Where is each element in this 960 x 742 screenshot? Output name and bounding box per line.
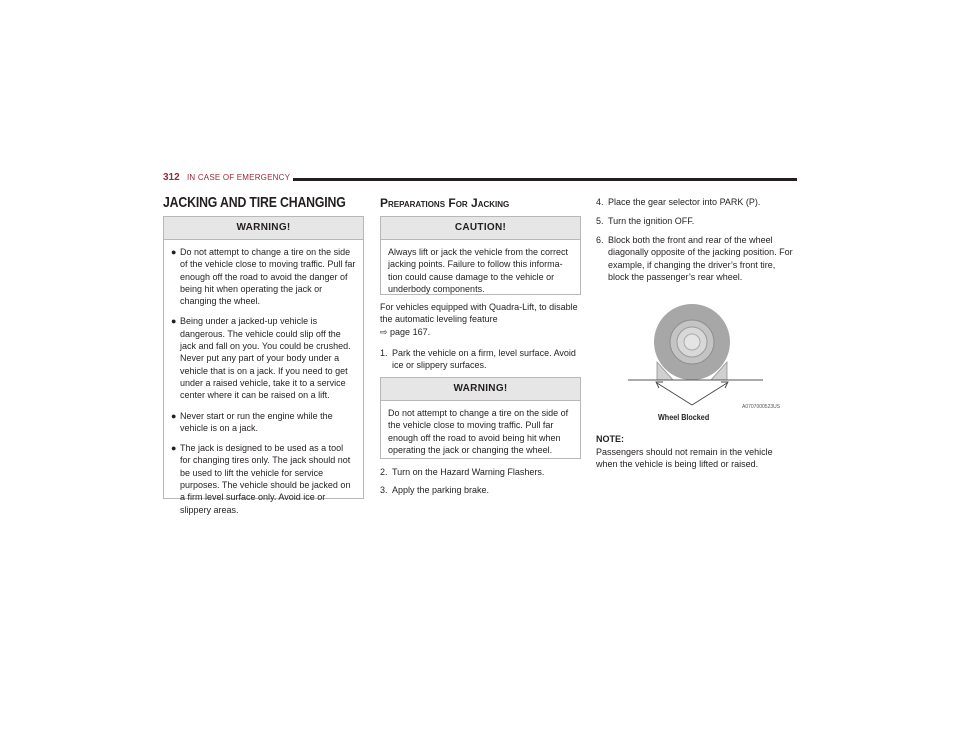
step-number: 5. xyxy=(596,216,604,226)
warning-box-left xyxy=(163,216,364,515)
step-1 xyxy=(380,347,580,372)
page-number: 312 xyxy=(163,172,180,183)
step-2 xyxy=(380,466,580,478)
step-number: 2. xyxy=(380,467,388,477)
section-heading: Preparations For Jacking xyxy=(380,196,510,210)
bullet-icon: ● xyxy=(171,410,177,421)
warning-box-middle xyxy=(380,377,581,459)
bullet-text: Being under a jacked-up vehicle is dangerous. The vehicle could slip off the jack and fall on you. You could be crushed. Never put any part of your body under a vehicle that is on a jack. If you need to get under a raised vehicle, take it to a service center where it can be raised on a lift. xyxy=(180,316,351,401)
warning-bullet xyxy=(171,410,356,435)
arrow-left-icon xyxy=(657,383,692,405)
bullet-text: The jack is designed to be used as a tool for changing tires only. The jack should not be used to lift the vehicle for service purposes. The vehicle should be jacked on a firm level surface only. Avoid ice or slippery areas. xyxy=(180,443,351,515)
header-rule xyxy=(293,178,797,181)
step-text: Turn on the Hazard Warning Flashers. xyxy=(392,467,545,477)
warning-body: Do not attempt to change a tire on the side of the vehicle close to moving traffic. Pull far enough off the road to avoid being hit when operating the jack or changing the wheel. xyxy=(388,408,569,455)
step-number: 6. xyxy=(596,235,604,245)
warning-bullet xyxy=(171,315,356,401)
warning-heading: WARNING! xyxy=(164,217,363,240)
step-4 xyxy=(596,196,796,208)
caution-body: Always lift or jack the vehicle from the correct jacking points. Failure to follow this informa-tion could cause damage to the vehicle or underbody components. xyxy=(388,247,569,294)
note-text: Passengers should not remain in the vehicle when the vehicle is being lifted or raised. xyxy=(596,447,773,470)
step-number: 3. xyxy=(380,485,388,495)
warning-heading: WARNING! xyxy=(381,378,580,401)
bullet-text: Never start or run the engine while the vehicle is on a jack. xyxy=(180,410,333,433)
note-label: NOTE: xyxy=(596,434,624,444)
page-header xyxy=(163,172,797,186)
bullet-icon: ● xyxy=(171,316,177,327)
caution-box xyxy=(380,216,581,295)
warning-bullet xyxy=(171,246,356,307)
step-text: Turn the ignition OFF. xyxy=(608,216,695,226)
arrow-right-icon xyxy=(692,383,727,405)
bullet-icon: ● xyxy=(171,443,177,454)
step-text: Park the vehicle on a firm, level surface. Avoid ice or slippery surfaces. xyxy=(392,348,576,371)
figure-code: A0707000523US xyxy=(742,404,781,410)
warning-body xyxy=(164,240,363,522)
step-text: Apply the parking brake. xyxy=(392,485,490,495)
intro-text: For vehicles equipped with Quadra-Lift, to disable the automatic leveling feature xyxy=(380,302,578,325)
step-5 xyxy=(596,215,796,227)
step-number: 1. xyxy=(380,348,388,358)
step-number: 4. xyxy=(596,197,604,207)
step-3 xyxy=(380,484,580,496)
warning-bullet xyxy=(171,442,356,516)
section-title: IN CASE OF EMERGENCY xyxy=(187,173,291,182)
step-6 xyxy=(596,234,796,283)
bullet-text: Do not attempt to change a tire on the side of the vehicle close to moving traffic. Pull far enough off the road to avoid the danger of being hit when operating the jack or changing the wheel. xyxy=(180,247,356,307)
caution-heading: CAUTION! xyxy=(381,217,580,240)
bullet-icon: ● xyxy=(171,247,177,257)
page-reference-link[interactable]: ⇨ page 167. xyxy=(380,326,431,337)
chapter-heading: JACKING AND TIRE CHANGING xyxy=(163,194,346,211)
step-text: Place the gear selector into PARK (P). xyxy=(608,197,761,207)
figure-caption: Wheel Blocked xyxy=(658,413,710,422)
step-text: Block both the front and rear of the wheel diagonally opposite of the jacking position. For example, if changing the driver’s front tire, block the passenger’s rear wheel. xyxy=(608,235,793,282)
wheel-blocked-illustration xyxy=(625,302,765,412)
intro-paragraph xyxy=(380,301,580,338)
